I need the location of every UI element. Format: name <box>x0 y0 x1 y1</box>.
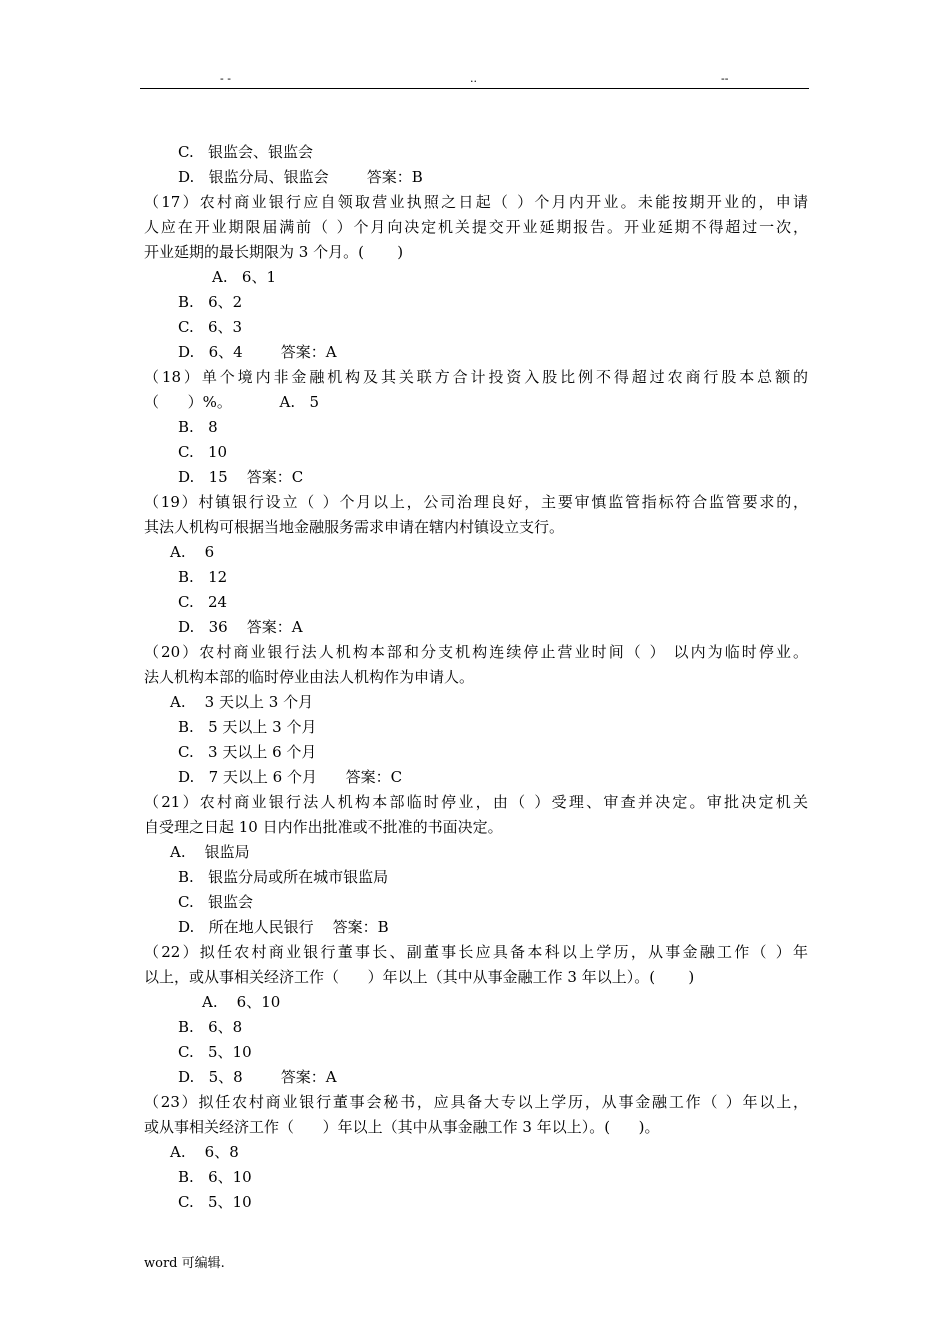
option-line: D. 银监分局、银监会 答案：B <box>178 168 423 186</box>
option-line: B. 12 <box>178 568 228 586</box>
header-right-text: -- <box>721 72 729 85</box>
option-line: A. 6 <box>170 543 215 561</box>
option-line: D. 36 答案：A <box>178 618 303 636</box>
question-line: 或从事相关经济工作（ ）年以上（其中从事金融工作 3 年以上）。( )。 <box>144 1118 660 1136</box>
option-line: D. 5、8 答案：A <box>178 1068 337 1086</box>
option-line: D. 7 天以上 6 个月 答案：C <box>178 768 403 786</box>
question-line: 开业延期的最长期限为 3 个月。( ) <box>144 243 404 261</box>
option-line: B. 6、8 <box>178 1018 243 1036</box>
option-line: C. 3 天以上 6 个月 <box>178 743 317 761</box>
option-line: B. 银监分局或所在城市银监局 <box>178 868 389 886</box>
document-body <box>144 140 808 1215</box>
question-line: （ ）%。 A. 5 <box>144 393 319 411</box>
question-line: 法人机构本部的临时停业由法人机构作为申请人。 <box>144 668 475 686</box>
option-line: C. 10 <box>178 443 228 461</box>
option-line: D. 所在地人民银行 答案：B <box>178 918 389 936</box>
option-line: C. 银监会、银监会 <box>178 143 314 161</box>
option-line: B. 6、2 <box>178 293 243 311</box>
question-line: （23）拟任农村商业银行董事会秘书，应具备大专以上学历，从事金融工作（ ）年以上， <box>144 1093 808 1111</box>
option-line: A. 6、10 <box>202 993 281 1011</box>
question-line: 以上，或从事相关经济工作（ ）年以上（其中从事金融工作 3 年以上）。( ) <box>144 968 695 986</box>
question-line: 人应在开业期限届满前（ ）个月向决定机关提交开业延期报告。开业延期不得超过一次， <box>144 218 808 236</box>
page-footer: word 可编辑. <box>144 1256 225 1271</box>
option-line: C. 24 <box>178 593 228 611</box>
option-line: A. 3 天以上 3 个月 <box>170 693 314 711</box>
page-header <box>140 70 809 89</box>
option-line: D. 6、4 答案：A <box>178 343 337 361</box>
option-line: C. 6、3 <box>178 318 243 336</box>
question-line: 其法人机构可根据当地金融服务需求申请在辖内村镇设立支行。 <box>144 518 565 536</box>
option-line: B. 8 <box>178 418 218 436</box>
option-line: C. 5、10 <box>178 1193 252 1211</box>
question-line: （21）农村商业银行法人机构本部临时停业，由（ ）受理、审查并决定。审批决定机关 <box>144 793 808 811</box>
option-line: D. 15 答案：C <box>178 468 304 486</box>
option-line: A. 6、1 <box>212 268 276 286</box>
question-line: （20）农村商业银行法人机构本部和分支机构连续停止营业时间（ ） 以内为临时停业。 <box>144 643 808 661</box>
header-left-text: - - <box>220 72 231 85</box>
option-line: C. 银监会 <box>178 893 254 911</box>
option-line: B. 6、10 <box>178 1168 252 1186</box>
option-line: B. 5 天以上 3 个月 <box>178 718 317 736</box>
question-line: （17）农村商业银行应自领取营业执照之日起（ ）个月内开业。未能按期开业的，申请 <box>144 193 808 211</box>
option-line: A. 6、8 <box>170 1143 239 1161</box>
header-center-text: .. <box>470 72 477 85</box>
option-line: C. 5、10 <box>178 1043 252 1061</box>
question-line: （22）拟任农村商业银行董事长、副董事长应具备本科以上学历，从事金融工作（ ）年 <box>144 943 808 961</box>
question-line: （18）单个境内非金融机构及其关联方合计投资入股比例不得超过农商行股本总额的 <box>144 368 808 386</box>
question-line: 自受理之日起 10 日内作出批准或不批准的书面决定。 <box>144 818 503 836</box>
option-line: A. 银监局 <box>170 843 250 861</box>
question-line: （19）村镇银行设立（ ）个月以上，公司治理良好，主要审慎监管指标符合监管要求的， <box>144 493 808 511</box>
